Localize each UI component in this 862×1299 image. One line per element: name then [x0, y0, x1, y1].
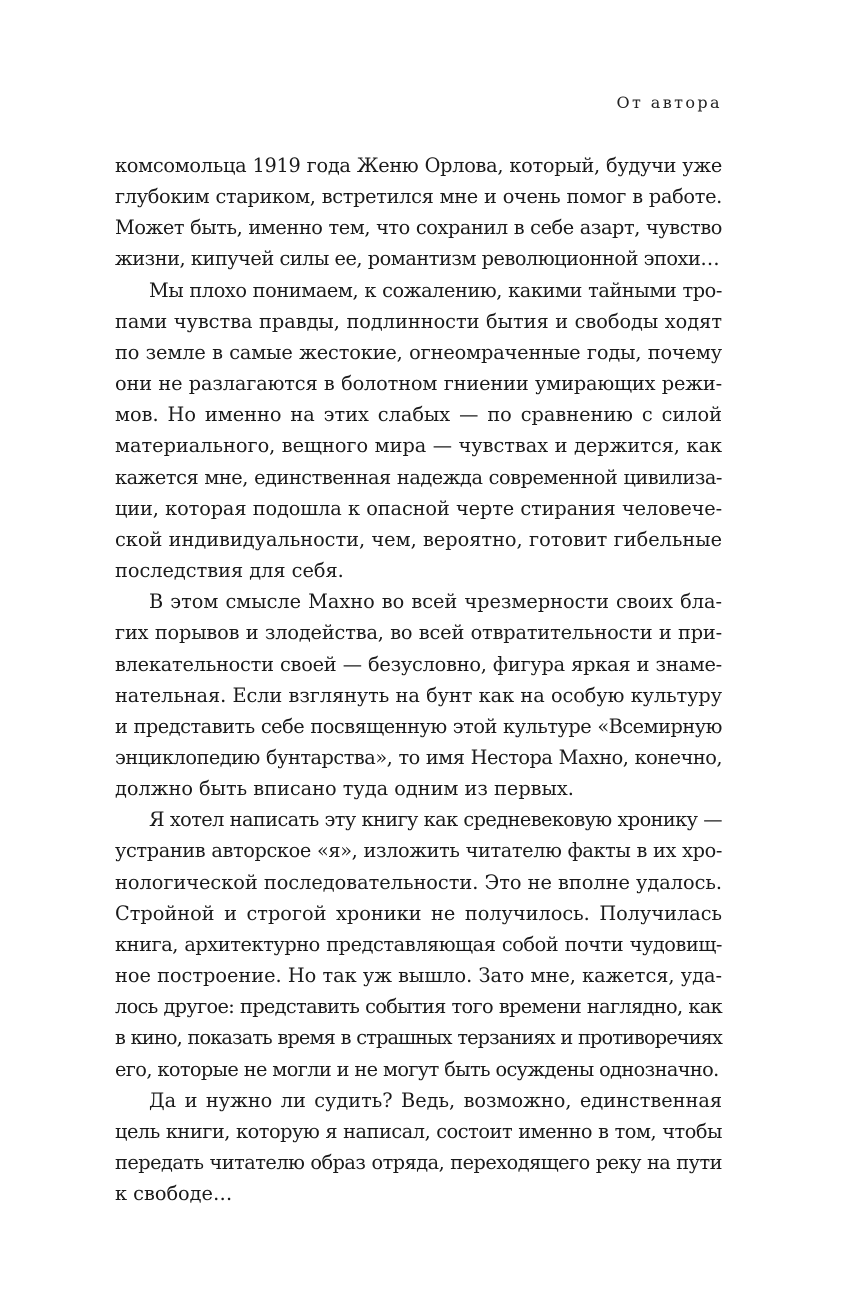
text-line: последствия для себя.	[115, 559, 344, 583]
text-line: цель книги, которую я написал, состоит именно в том, чтобы	[115, 1119, 722, 1143]
text-line: жизни, кипучей силы ее, романтизм революционной эпохи…	[115, 247, 720, 271]
text-line: влекательности своей — безусловно, фигура яркая и знаме-	[115, 652, 722, 676]
text-line: его, которые не могли и не могут быть осуждены однозначно.	[115, 1057, 719, 1081]
text-line: ской индивидуальности, чем, вероятно, готовит гибельные	[115, 527, 722, 551]
text-line: ное построение. Но так уж вышло. Зато мне, кажется, уда-	[115, 964, 722, 988]
text-line: книга, архитектурно представляющая собой почти чудовищ-	[115, 932, 722, 956]
paragraph	[115, 275, 722, 587]
text-line: гих порывов и злодейства, во всей отвратительности и при-	[115, 621, 722, 645]
text-line: передать читателю образ отряда, переходящего реку на пути	[115, 1151, 722, 1174]
text-line: нологической последовательности. Это не вполне удалось.	[115, 870, 722, 894]
text-line: комсомольца 1919 года Женю Орлова, который, будучи уже	[115, 154, 722, 177]
text-line: кажется мне, единственная надежда современной цивилиза-	[115, 465, 722, 489]
text-line: в кино, показать время в страшных терзаниях и противоречиях	[115, 1026, 722, 1050]
text-line: и представить себе посвященную этой культуре «Всемирную	[115, 714, 722, 738]
text-line: мов. Но именно на этих слабых — по сравнению с силой	[115, 403, 722, 427]
text-line: Может быть, именно тем, что сохранил в себе азарт, чувство	[115, 216, 722, 240]
body-text	[115, 150, 722, 1209]
text-line: энциклопедию бунтарства», то имя Нестора Махно, конечно,	[115, 745, 722, 769]
text-line: ции, которая подошла к опасной черте стирания человече-	[115, 496, 722, 520]
text-line: Мы плохо понимаем, к сожалению, какими тайными тро-	[149, 278, 722, 302]
text-line: В этом смысле Махно во всей чрезмерности своих бла-	[149, 590, 722, 614]
paragraph	[115, 586, 722, 804]
text-line: нательная. Если взглянуть на бунт как на особую культуру	[115, 683, 722, 707]
paragraph	[115, 150, 722, 275]
text-line: Стройной и строгой хроники не получилось. Получилась	[115, 901, 722, 925]
paragraph	[115, 804, 722, 1084]
text-line: глубоким стариком, встретился мне и очень помог в работе.	[115, 185, 722, 209]
text-line: лось другое: представить события того времени наглядно, как	[115, 995, 722, 1019]
text-line: устранив авторское «я», изложить читателю факты в их хро-	[115, 839, 722, 863]
text-line: по земле в самые жестокие, огнеомраченные годы, почему	[115, 340, 722, 364]
running-head: От автора	[616, 93, 722, 112]
text-line: должно быть вписано туда одним из первых.	[115, 777, 574, 801]
text-line: к свободе…	[115, 1182, 233, 1206]
paragraph	[115, 1085, 722, 1210]
text-line: Я хотел написать эту книгу как средневековую хронику —	[149, 808, 722, 832]
text-line: они не разлагаются в болотном гниении умирающих режи-	[115, 372, 722, 396]
text-line: пами чувства правды, подлинности бытия и свободы ходят	[115, 309, 722, 333]
text-line: материального, вещного мира — чувствах и держится, как	[115, 434, 722, 458]
text-line: Да и нужно ли судить? Ведь, возможно, единственная	[149, 1088, 722, 1112]
